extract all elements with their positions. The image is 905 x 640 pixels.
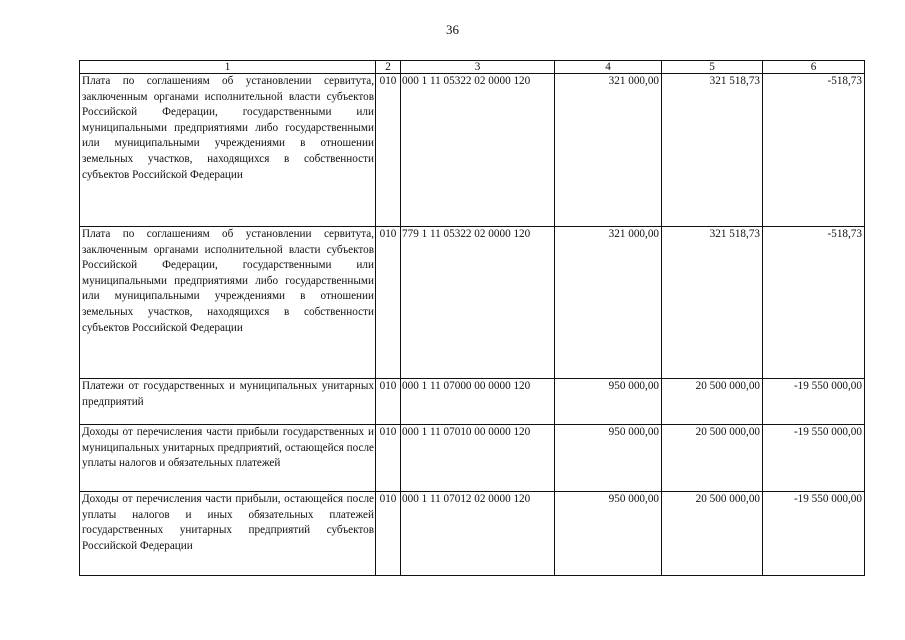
row-name: Доходы от перечисления части прибыли государственных и муниципальных унитарных предприятий, остающейся после уплаты налогов и обязательных платежей	[80, 425, 376, 492]
row-col6: -19 550 000,00	[763, 425, 865, 492]
row-name: Плата по соглашениям об установлении сервитута, заключенным органами исполнительной власти субъектов Российской Федерации, государственными или муниципальными предприятиями либо государственными или муниципальными учреждениями в отношении земельных участков, находящихся в собственности субъектов Российской Федерации	[80, 74, 376, 227]
row-col2: 010	[376, 227, 401, 379]
row-name: Платежи от государственных и муниципальных унитарных предприятий	[80, 379, 376, 425]
row-col6: -518,73	[763, 227, 865, 379]
row-code: 000 1 11 05322 02 0000 120	[401, 74, 555, 227]
header-col-4: 4	[555, 61, 662, 74]
row-col2: 010	[376, 425, 401, 492]
row-col5: 20 500 000,00	[662, 379, 763, 425]
table-row	[80, 492, 865, 576]
row-name: Плата по соглашениям об установлении сервитута, заключенным органами исполнительной власти субъектов Российской Федерации, государственными или муниципальными предприятиями либо государственными или муниципальными учреждениями в отношении земельных участков, находящихся в собственности субъектов Российской Федерации	[80, 227, 376, 379]
row-col5: 321 518,73	[662, 74, 763, 227]
row-code: 000 1 11 07010 00 0000 120	[401, 425, 555, 492]
row-col4: 950 000,00	[555, 425, 662, 492]
table-row	[80, 74, 865, 227]
header-col-3: 3	[401, 61, 555, 74]
row-code: 000 1 11 07000 00 0000 120	[401, 379, 555, 425]
row-col5: 20 500 000,00	[662, 492, 763, 576]
header-col-2: 2	[376, 61, 401, 74]
table-row	[80, 379, 865, 425]
page-number: 36	[446, 22, 459, 37]
row-col4: 950 000,00	[555, 379, 662, 425]
table-row	[80, 227, 865, 379]
row-col6: -19 550 000,00	[763, 492, 865, 576]
row-code: 779 1 11 05322 02 0000 120	[401, 227, 555, 379]
row-col2: 010	[376, 74, 401, 227]
row-col2: 010	[376, 492, 401, 576]
header-col-5: 5	[662, 61, 763, 74]
revenue-table	[79, 60, 865, 576]
header-col-1: 1	[80, 61, 376, 74]
header-row	[80, 61, 865, 74]
row-col2: 010	[376, 379, 401, 425]
row-name: Доходы от перечисления части прибыли, остающейся после уплаты налогов и иных обязательных платежей государственных унитарных предприятий субъектов Российской Федерации	[80, 492, 376, 576]
row-col6: -19 550 000,00	[763, 379, 865, 425]
table-row	[80, 425, 865, 492]
header-col-6: 6	[763, 61, 865, 74]
row-col4: 950 000,00	[555, 492, 662, 576]
row-code: 000 1 11 07012 02 0000 120	[401, 492, 555, 576]
row-col6: -518,73	[763, 74, 865, 227]
row-col5: 20 500 000,00	[662, 425, 763, 492]
row-col4: 321 000,00	[555, 227, 662, 379]
row-col5: 321 518,73	[662, 227, 763, 379]
row-col4: 321 000,00	[555, 74, 662, 227]
